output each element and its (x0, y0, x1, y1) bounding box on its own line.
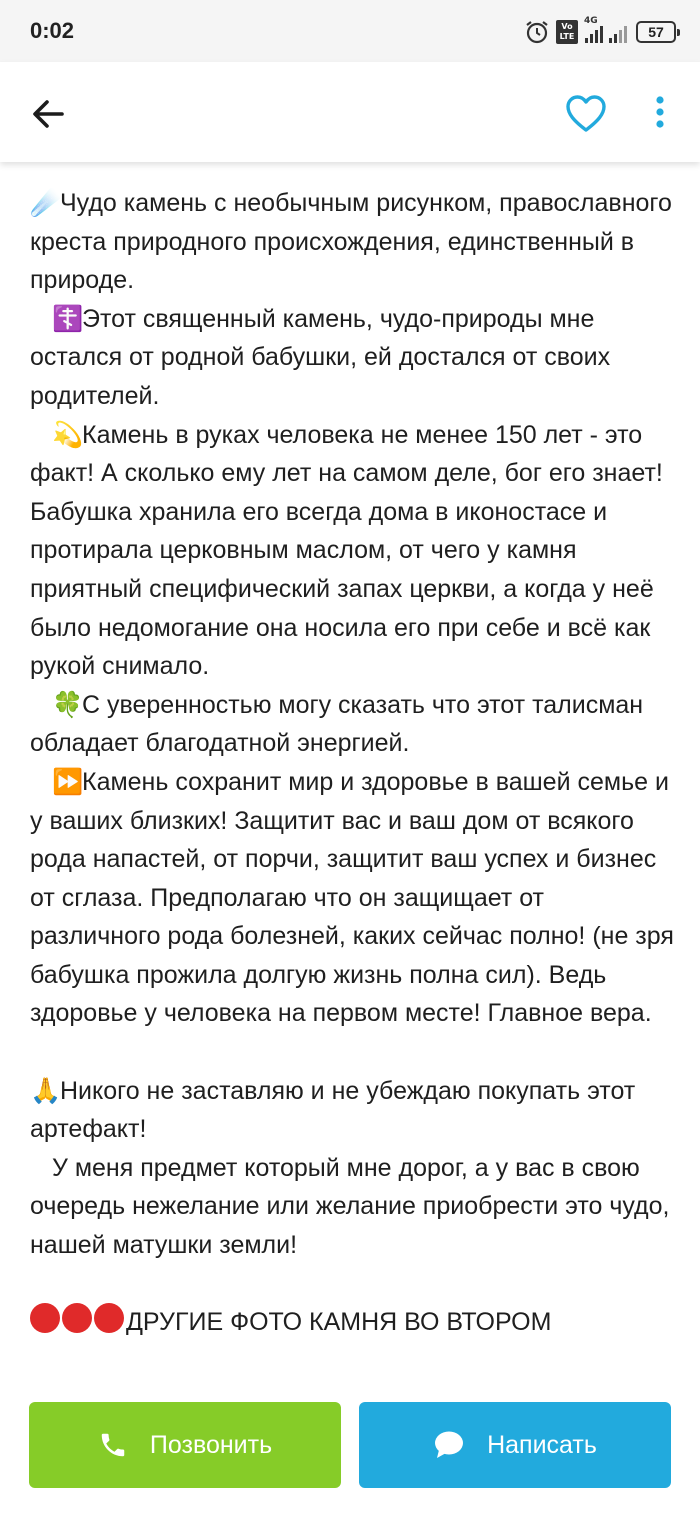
paragraph-text: Камень в руках человека не менее 150 лет - это факт! А сколько ему лет на самом деле, бог его знает! Бабушка хранила его всегда дома в иконостасе и протирала церковным маслом, от чего у камня приятный специфический запах церкви, а когда у неё было недомогание она носила его при себе и всё как рукой снимало. (30, 420, 663, 681)
spacer (30, 1265, 680, 1304)
description-paragraph (30, 686, 680, 763)
write-message-button[interactable] (359, 1402, 671, 1488)
clover-icon: 🍀 (52, 689, 84, 719)
description-paragraph (30, 763, 680, 1033)
more-vertical-icon (648, 92, 672, 136)
description-paragraph (30, 300, 680, 416)
alarm-icon (524, 19, 550, 45)
call-button[interactable] (29, 1402, 341, 1488)
red-circle-icon (30, 1303, 60, 1333)
description-paragraph (30, 1072, 680, 1149)
status-time: 0:02 (30, 18, 75, 43)
signal-icon (608, 22, 630, 44)
heart-outline-icon (564, 92, 608, 136)
paragraph-text: Этот священный камень, чудо-природы мне остался от родной бабушки, ей достался от своих родителей. (30, 304, 611, 410)
favorite-button[interactable] (564, 92, 608, 136)
praying-hands-icon: 🙏 (30, 1075, 62, 1105)
description-paragraph (30, 416, 680, 686)
paragraph-text: Камень сохранит мир и здоровье в вашей семье и у ваших близких! Защитит вас и ваш дом от всякого рода напастей, от порчи, защитит ваш успех и бизнес от сглаза. Предполагаю что он защищает от различного рода болезней, каких сейчас полно! (не зря бабушка прожила долгую жизнь полна сил). Ведь здоровье у человека на первом месте! Главное вера. (30, 767, 674, 1028)
description-paragraph (30, 184, 680, 300)
status-bar (0, 0, 700, 62)
ad-description (30, 184, 680, 1342)
red-circle-icon (62, 1303, 92, 1333)
signal-group (584, 16, 630, 44)
chat-bubble-icon (433, 1429, 465, 1461)
red-circles (30, 1303, 124, 1333)
battery-level: 57 (648, 24, 664, 40)
description-paragraph (30, 1303, 680, 1342)
call-button-label: Позвонить (149, 1430, 273, 1459)
write-button-label: Написать (487, 1430, 597, 1459)
more-options-button[interactable] (648, 92, 672, 136)
dizzy-icon: 💫 (52, 419, 84, 449)
paragraph-text: С уверенностью могу сказать что этот талисман обладает благодатной энергией. (30, 690, 644, 758)
comet-icon: ☄️ (30, 188, 62, 217)
red-circle-icon (94, 1303, 124, 1333)
app-bar (0, 62, 700, 162)
fast-forward-icon: ⏩ (52, 766, 84, 796)
back-button[interactable] (28, 94, 68, 134)
battery-icon (636, 21, 676, 43)
status-icons (524, 17, 676, 47)
paragraph-text: Никого не заставляю и не убеждаю покупать этот артефакт! (30, 1076, 636, 1144)
volte-icon: Vo LTE (556, 20, 578, 44)
orthodox-cross-icon: ☦️ (52, 303, 84, 333)
network-type: 4G (584, 16, 598, 26)
arrow-back-icon (28, 94, 68, 134)
paragraph-text: Чудо камень с необычным рисунком, православного креста природного происхождения, единственный в природе. (30, 189, 672, 295)
phone-icon (98, 1430, 128, 1460)
spacer (30, 1033, 680, 1072)
paragraph-text: У меня предмет который мне дорог, а у вас в свою очередь нежелание или желание приобрести это чудо, нашей матушки земли! (30, 1153, 670, 1260)
paragraph-text: ДРУГИЕ ФОТО КАМНЯ ВО ВТОРОМ (126, 1308, 552, 1337)
description-paragraph (30, 1149, 680, 1265)
bottom-action-bar (0, 1388, 700, 1517)
